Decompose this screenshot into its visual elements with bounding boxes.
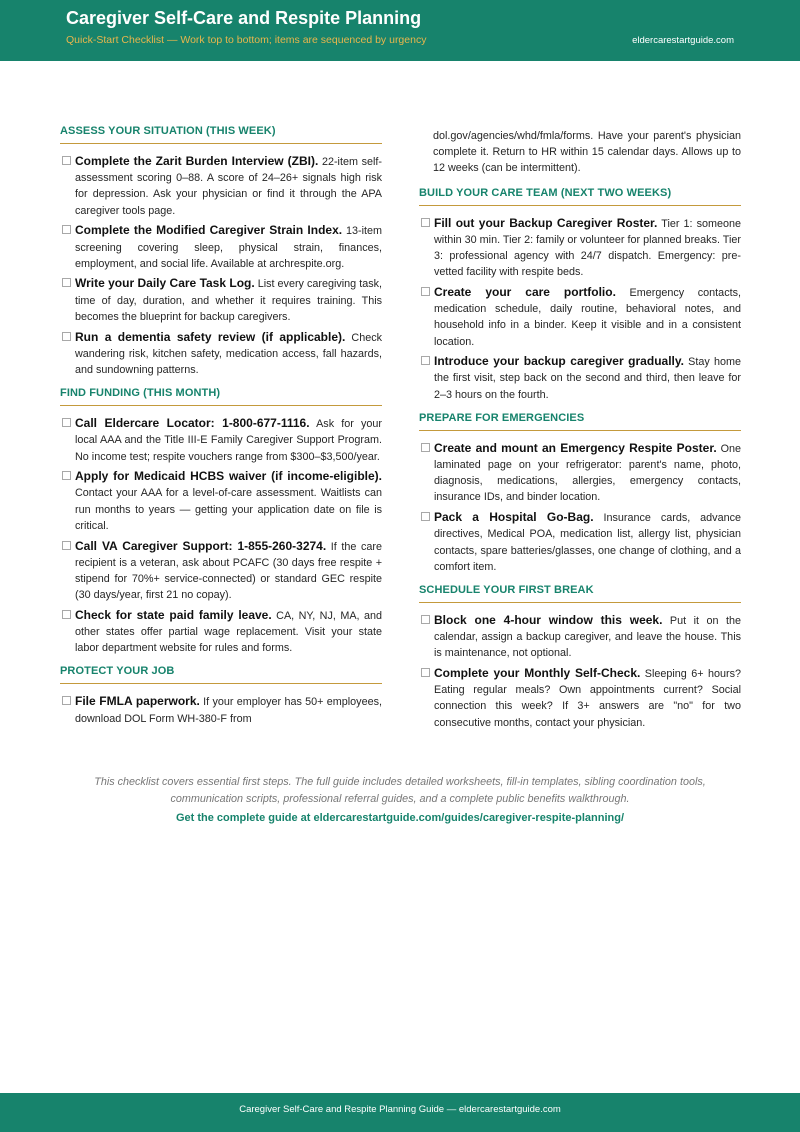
- item-description: Stay home the first visit, step back on the second and third, then leave for 2–3 hours on the fourth.: [434, 356, 741, 401]
- item-title: Call VA Caregiver Support: 1-855-260-3274.: [75, 538, 327, 553]
- checklist-item: [60, 538, 382, 604]
- item-title: Complete the Zarit Burden Interview (ZBI).: [75, 154, 319, 168]
- item-description: If your employer has 50+ employees, download DOL Form WH-380-F from: [75, 696, 382, 725]
- checklist-item: [419, 353, 741, 403]
- section-heading: ASSESS YOUR SITUATION (THIS WEEK): [60, 125, 382, 144]
- checklist-item: [60, 329, 382, 379]
- section-heading: SCHEDULE YOUR FIRST BREAK: [419, 584, 741, 603]
- section-heading: PROTECT YOUR JOB: [60, 665, 382, 684]
- item-description: Put it on the calendar, assign a backup caregiver, and leave the house. This is maintenance, not optional.: [434, 614, 742, 660]
- section-build-your-care-team-next-two-: [419, 187, 741, 403]
- left-column: [60, 125, 382, 730]
- checkbox[interactable]: [62, 156, 71, 165]
- item-title: Write your Daily Care Task Log.: [75, 276, 255, 291]
- item-title: Introduce your backup caregiver gradually.: [434, 354, 684, 369]
- checkbox[interactable]: [62, 418, 71, 427]
- checkbox[interactable]: [421, 287, 430, 296]
- checkbox[interactable]: [421, 668, 430, 677]
- right-column: [419, 128, 741, 734]
- item-title: File FMLA paperwork.: [75, 694, 200, 709]
- checklist-item: [60, 153, 382, 219]
- item-description: Ask for your local AAA and the Title III-E Family Caregiver Support Program. No income test; respite vouchers range from $300–$3,500/year.: [75, 418, 382, 463]
- item-description: Insurance cards, advance directives, Medical POA, medication list, allergy list, physician contacts, spare batteries/glasses, one change of clothing, and a comfort item.: [434, 512, 741, 573]
- item-description: CA, NY, NJ, MA, and other states offer partial wage replacement. Visit your state labor department website for rules and forms.: [75, 609, 382, 655]
- checklist-item: [60, 693, 382, 726]
- item-title: Create and mount an Emergency Respite Poster.: [434, 440, 717, 455]
- section-heading: FIND FUNDING (THIS MONTH): [60, 387, 382, 406]
- item-title: Create your care portfolio.: [434, 284, 616, 299]
- item-title: Complete your Monthly Self-Check.: [434, 666, 641, 681]
- section-protect-your-job: [60, 665, 382, 726]
- page-subtitle: Quick-Start Checklist — Work top to bottom; items are sequenced by urgency: [66, 34, 427, 46]
- checkbox[interactable]: [62, 610, 71, 619]
- section-find-funding-this-month: [60, 387, 382, 656]
- item-description: Contact your AAA for a level-of-care assessment. Waitlists can run months to years — getting your application date on file is critical.: [75, 487, 382, 532]
- checklist-item: [419, 612, 741, 662]
- checklist-item: [60, 607, 382, 657]
- checklist-item: [419, 284, 741, 350]
- checkbox[interactable]: [421, 512, 430, 521]
- item-title: Pack a Hospital Go-Bag.: [434, 510, 594, 525]
- checklist-item: [419, 665, 741, 731]
- checkbox[interactable]: [62, 225, 71, 234]
- checklist-item: [60, 222, 382, 272]
- section-schedule-your-first-break: [419, 584, 741, 731]
- checkbox[interactable]: [421, 218, 430, 227]
- guide-link[interactable]: Get the complete guide at eldercarestartguide.com/guides/caregiver-respite-planning/: [175, 812, 625, 824]
- checkbox[interactable]: [421, 443, 430, 452]
- item-description: 13-item screening covering sleep, physical strain, finances, employment, and social life. Available at archrespite.org.: [75, 225, 382, 270]
- checklist-item: [60, 275, 382, 325]
- section-assess-your-situation-this-wee: [60, 125, 382, 378]
- page-footer: [0, 1093, 800, 1132]
- checklist-item: [419, 440, 741, 506]
- item-description: If the care recipient is a veteran, ask about PCAFC (30 days free respite + stipend for 70%+ service-connected) or standard GEC respite (30 days/year, first 21 no copay).: [75, 540, 383, 602]
- checkbox[interactable]: [62, 696, 71, 705]
- item-title: Complete the Modified Caregiver Strain Index.: [75, 223, 343, 238]
- item-title: Check for state paid family leave.: [75, 607, 272, 622]
- section-heading: PREPARE FOR EMERGENCIES: [419, 412, 741, 431]
- checkbox[interactable]: [62, 541, 71, 550]
- item-title: Run a dementia safety review (if applicable).: [75, 329, 346, 344]
- checkbox[interactable]: [421, 615, 430, 624]
- item-description: Check wandering risk, kitchen safety, medication access, fall hazards, and sundowning patterns.: [75, 331, 383, 376]
- section-heading: BUILD YOUR CARE TEAM (NEXT TWO WEEKS): [419, 187, 741, 206]
- footnote: This checklist covers essential first steps. The full guide includes detailed worksheets, fill-in templates, sibling coordination tools, communication scripts, professional referral guides, and a complete public benefits walkthrough.: [94, 776, 706, 805]
- checklist-item: [60, 415, 382, 465]
- item-description: List every caregiving task, time of day, duration, and whether it requires training. This becomes the blueprint for backup caregivers.: [75, 278, 382, 323]
- item-description: Sleeping 6+ hours? Eating regular meals? Own appointments current? Social connection this week? If 3+ answers are "no" for two consecutive months, contact your physician.: [434, 668, 741, 729]
- item-description: One laminated page on your refrigerator: parent's name, photo, diagnosis, medications, allergies, emergency contacts, insurance IDs, and binder location.: [434, 442, 741, 504]
- page-header: [0, 0, 800, 61]
- checkbox[interactable]: [62, 332, 71, 341]
- item-title: Block one 4-hour window this week.: [434, 612, 663, 627]
- header-website: eldercarestartguide.com: [632, 35, 734, 46]
- checklist-item: [419, 215, 741, 281]
- item-description: 22-item self-assessment scoring 0–88. A score of 24–26+ signals high risk for depression. Ask your physician or find it through the APA caregiver tools page.: [75, 156, 382, 217]
- page-title: Caregiver Self-Care and Respite Planning: [66, 8, 422, 28]
- checklist-item: [419, 509, 741, 575]
- item-title: Fill out your Backup Caregiver Roster.: [434, 215, 658, 230]
- item-title: Call Eldercare Locator: 1-800-677-1116.: [75, 416, 310, 431]
- item-description: Tier 1: someone within 30 min. Tier 2: family or volunteer for planned breaks. Tier 3: professional agency with 24/7 dispatch. Emergency: pre-vetted facility with respite beds.: [434, 217, 742, 279]
- item-description: Emergency contacts, medication schedule, daily routine, behavioral notes, and household info in a binder. Keep it visible and in a consistent location.: [434, 286, 741, 348]
- continued-text: dol.gov/agencies/whd/fmla/forms. Have your parent's physician complete it. Return to HR within 15 calendar days. Allows up to 12 weeks (can be intermittent).: [433, 130, 741, 175]
- checklist-item: [60, 468, 382, 534]
- checkbox[interactable]: [62, 471, 71, 480]
- section-prepare-for-emergencies: [419, 412, 741, 575]
- checkbox[interactable]: [421, 356, 430, 365]
- item-title: Apply for Medicaid HCBS waiver (if income-eligible).: [75, 469, 382, 484]
- checkbox[interactable]: [62, 278, 71, 287]
- footer-text: Caregiver Self-Care and Respite Planning Guide — eldercarestartguide.com: [239, 1104, 561, 1115]
